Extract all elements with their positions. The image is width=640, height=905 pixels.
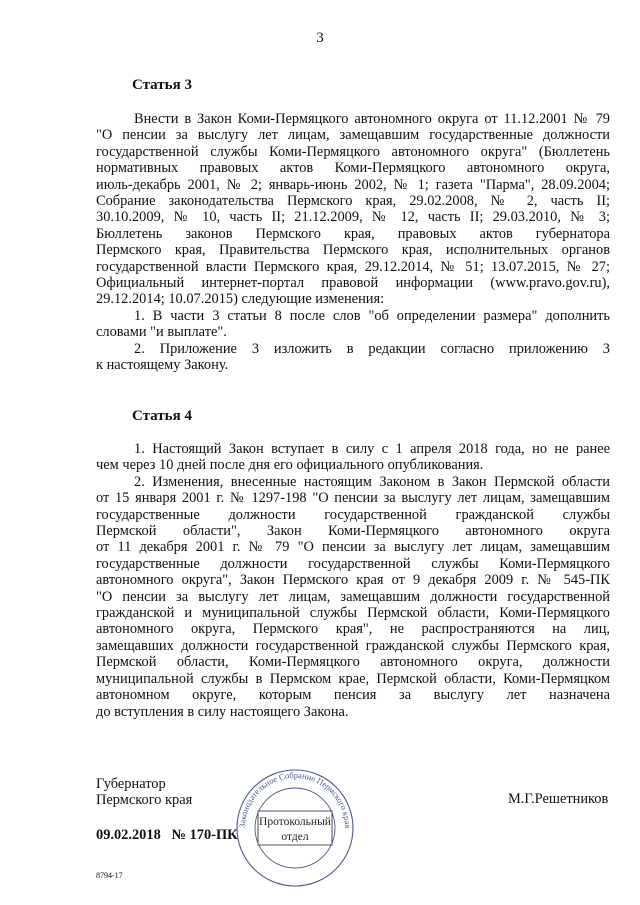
page-number: 3	[316, 30, 324, 46]
text-line: 2. Приложение 3 изложить в редакции согласно приложению 3	[134, 340, 610, 357]
article-3-item-2	[96, 341, 610, 374]
article-3-heading: Статья 3	[132, 77, 192, 93]
text-line: 2. Изменения, внесенные настоящим Законом в Закон Пермской области	[134, 473, 610, 490]
signatory-title-line: Пермского края	[96, 792, 193, 808]
article-4-body	[96, 441, 610, 720]
text-line: замещавших должности государственной гражданской службы Пермского края,	[96, 637, 610, 654]
text-line: гражданской и муниципальной службы Пермской области, Коми-Пермяцкого	[96, 605, 610, 622]
stamp-ring-text: Законодательное Собрание Пермского края	[236, 769, 354, 829]
text-line: Пермской области", Закон Коми-Пермяцкого автономного округа	[96, 523, 610, 540]
text-line: нормативных правовых актов Коми-Пермяцкого автономного округа,	[96, 160, 610, 177]
law-date-number: 09.02.2018 № 170-ПК	[96, 827, 238, 843]
text-line: к настоящему Закону.	[96, 357, 229, 374]
text-line: от 15 января 2001 г. № 1297-198 "О пенсии за выслугу лет лицам, замещавшим	[96, 490, 610, 507]
text-line: Пермской области, Коми-Пермяцкого автономного округа, должности	[96, 654, 610, 671]
office-stamp	[225, 768, 365, 888]
text-line: "О пенсии за выслугу лет лицам, замещавшим государственные должности	[96, 127, 610, 144]
text-line: до вступления в силу настоящего Закона.	[96, 703, 349, 720]
text-line: автономного округа", Закон Пермского края от 9 декабря 2009 г. № 545-ПК	[96, 572, 610, 589]
text-line: государственной власти Пермского края, 29.12.2014, № 51; 13.07.2015, № 27;	[96, 258, 610, 275]
article-4-item-2	[96, 474, 610, 720]
text-line: Пермского края, Правительства Пермского края, исполнительных органов	[96, 242, 610, 259]
article-3-body	[96, 111, 610, 374]
article-4-heading: Статья 4	[132, 408, 192, 424]
document-code: 8794-17	[96, 871, 123, 880]
article-3-item-1	[96, 308, 610, 341]
article-3-intro	[96, 111, 610, 308]
article-4-item-1	[96, 441, 610, 474]
signatory-name: М.Г.Решетников	[508, 791, 609, 807]
text-line: 1. В части 3 статьи 8 после слов "об определении размера" дополнить	[134, 307, 610, 324]
stamp-inner-line: Протокольный	[259, 816, 331, 828]
text-line: от 11 декабря 2001 г. № 79 "О пенсии за выслугу лет лицам, замещавшим	[96, 539, 610, 556]
text-line: 30.10.2009, № 10, часть II; 21.12.2009, № 12, часть II; 29.03.2010, № 3;	[96, 209, 610, 226]
text-line: автономном округе, которым пенсия за выслугу лет назначена	[96, 687, 610, 704]
text-line: государственные должности государственной гражданской службы	[96, 506, 610, 523]
text-line: чем через 10 дней после дня его официального опубликования.	[96, 457, 484, 474]
text-line: 29.12.2014; 10.07.2015) следующие изменения:	[96, 291, 385, 308]
signatory-title-line: Губернатор	[96, 776, 166, 792]
text-line: 1. Настоящий Закон вступает в силу с 1 апреля 2018 года, но не ранее	[134, 441, 610, 457]
text-line: Официальный интернет-портал правовой информации (www.pravo.gov.ru),	[96, 275, 610, 292]
text-line: июль-декабрь 2001, № 2; январь-июнь 2002, № 1; газета "Парма", 28.09.2004;	[96, 176, 610, 193]
stamp-inner-line: отдел	[281, 831, 309, 843]
text-line: государственные должности государственной службы Коми-Пермяцкого	[96, 555, 610, 572]
text-line: словами "и выплате".	[96, 324, 227, 341]
text-line: Бюллетень законов Пермского края, правовых актов губернатора	[96, 225, 610, 242]
signatory-title	[96, 776, 192, 808]
text-line: Внести в Закон Коми-Пермяцкого автономного округа от 11.12.2001 № 79	[134, 111, 610, 127]
text-line: автономного округа, Пермского края", не распространяются на лиц,	[96, 621, 610, 638]
text-line: муниципальной службы в Пермском крае, Пермской области, Коми-Пермяцком	[96, 670, 610, 687]
text-line: государственной службы Коми-Пермяцкого автономного округа" (Бюллетень	[96, 143, 610, 160]
text-line: Собрание законодательства Пермского края, 29.02.2008, № 2, часть II;	[96, 193, 610, 210]
text-line: "О пенсии за выслугу лет лицам, замещавшим должности государственной	[96, 588, 610, 605]
